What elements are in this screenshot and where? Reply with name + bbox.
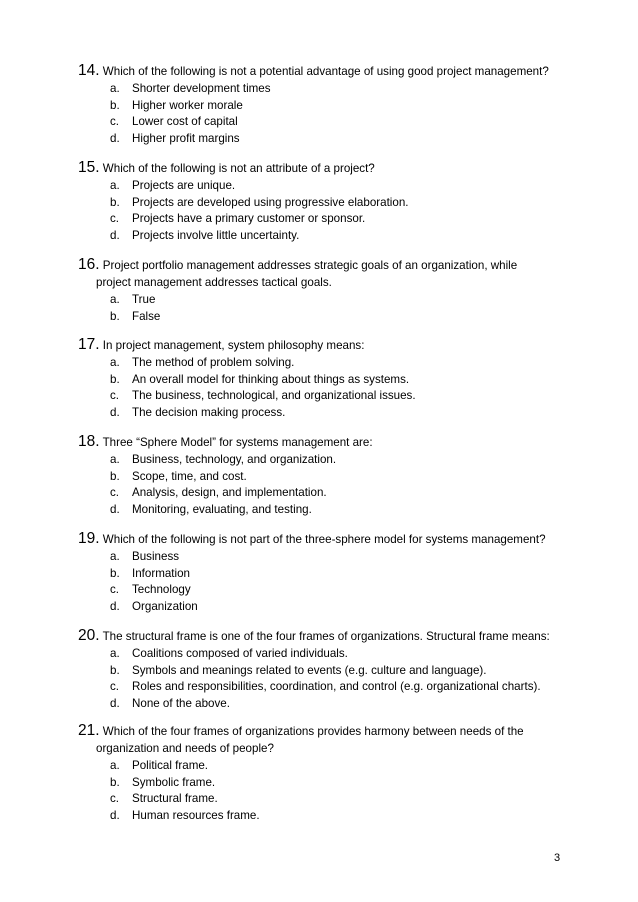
option: c. Roles and responsibilities, coordination, and control (e.g. organizational charts). [110,680,541,694]
question-16 [78,256,578,325]
question-15 [78,159,578,245]
option: b. Symbolic frame. [110,775,216,789]
option: b. Higher worker morale [110,98,243,112]
option: c. Technology [110,583,191,597]
option: a. Projects are unique. [110,179,236,192]
option: d. The decision making process. [110,406,286,420]
option: c. Projects have a primary customer or sponsor. [110,212,366,226]
option: b. Scope, time, and cost. [110,469,247,483]
option: c. Lower cost of capital [110,115,238,129]
option: b. Information [110,566,190,580]
question-text: In project management, system philosophy means: [102,339,365,352]
option: b. Symbols and meanings related to events (e.g. culture and language). [110,663,487,677]
option: d. Organization [110,600,198,614]
option: c. Structural frame. [110,792,218,806]
question-17 [78,336,578,422]
question-20 [78,627,578,713]
question-number: 21. [78,722,100,739]
page-number: 3 [554,852,561,864]
question-number: 16. [78,256,100,273]
option: b. Projects are developed using progressive elaboration. [110,195,409,209]
option: a. The method of problem solving. [110,356,295,369]
option: a. Coalitions composed of varied individuals. [110,647,348,660]
option: d. Projects involve little uncertainty. [110,229,300,243]
option: a. Political frame. [110,759,209,772]
question-number: 15. [78,159,100,176]
question-number: 17. [78,336,100,353]
option: a. Business, technology, and organization. [110,453,337,466]
question-text: Which of the following is not an attribute of a project? [102,162,375,175]
question-text: The structural frame is one of the four frames of organizations. Structural frame means: [102,630,550,643]
question-21 [78,722,578,825]
question-text-continued: project management addresses tactical goals. [96,276,332,289]
question-number: 19. [78,530,100,547]
question-text: Which of the following is not a potential advantage of using good project management? [102,65,549,78]
question-text: Which of the four frames of organizations provides harmony between needs of the [102,725,524,738]
option: c. Analysis, design, and implementation. [110,486,327,500]
question-number: 14. [78,62,100,79]
option: b. False [110,309,161,323]
question-18 [78,433,578,519]
question-number: 20. [78,627,100,644]
option: d. Higher profit margins [110,132,240,146]
question-text-continued: organization and needs of people? [96,742,274,755]
option: a. Business [110,550,180,563]
question-19 [78,530,578,616]
question-text: Three “Sphere Model” for systems management are: [102,436,373,449]
option: d. None of the above. [110,697,230,711]
option: d. Human resources frame. [110,809,260,823]
question-14 [78,62,578,148]
option: b. An overall model for thinking about things as systems. [110,372,410,386]
option: c. The business, technological, and organizational issues. [110,389,416,403]
question-text: Project portfolio management addresses strategic goals of an organization, while [102,259,518,272]
option: a. Shorter development times [110,82,271,95]
option: d. Monitoring, evaluating, and testing. [110,503,312,517]
question-number: 18. [78,433,100,450]
option: a. True [110,293,156,306]
question-text: Which of the following is not part of the three-sphere model for systems management? [102,533,546,546]
